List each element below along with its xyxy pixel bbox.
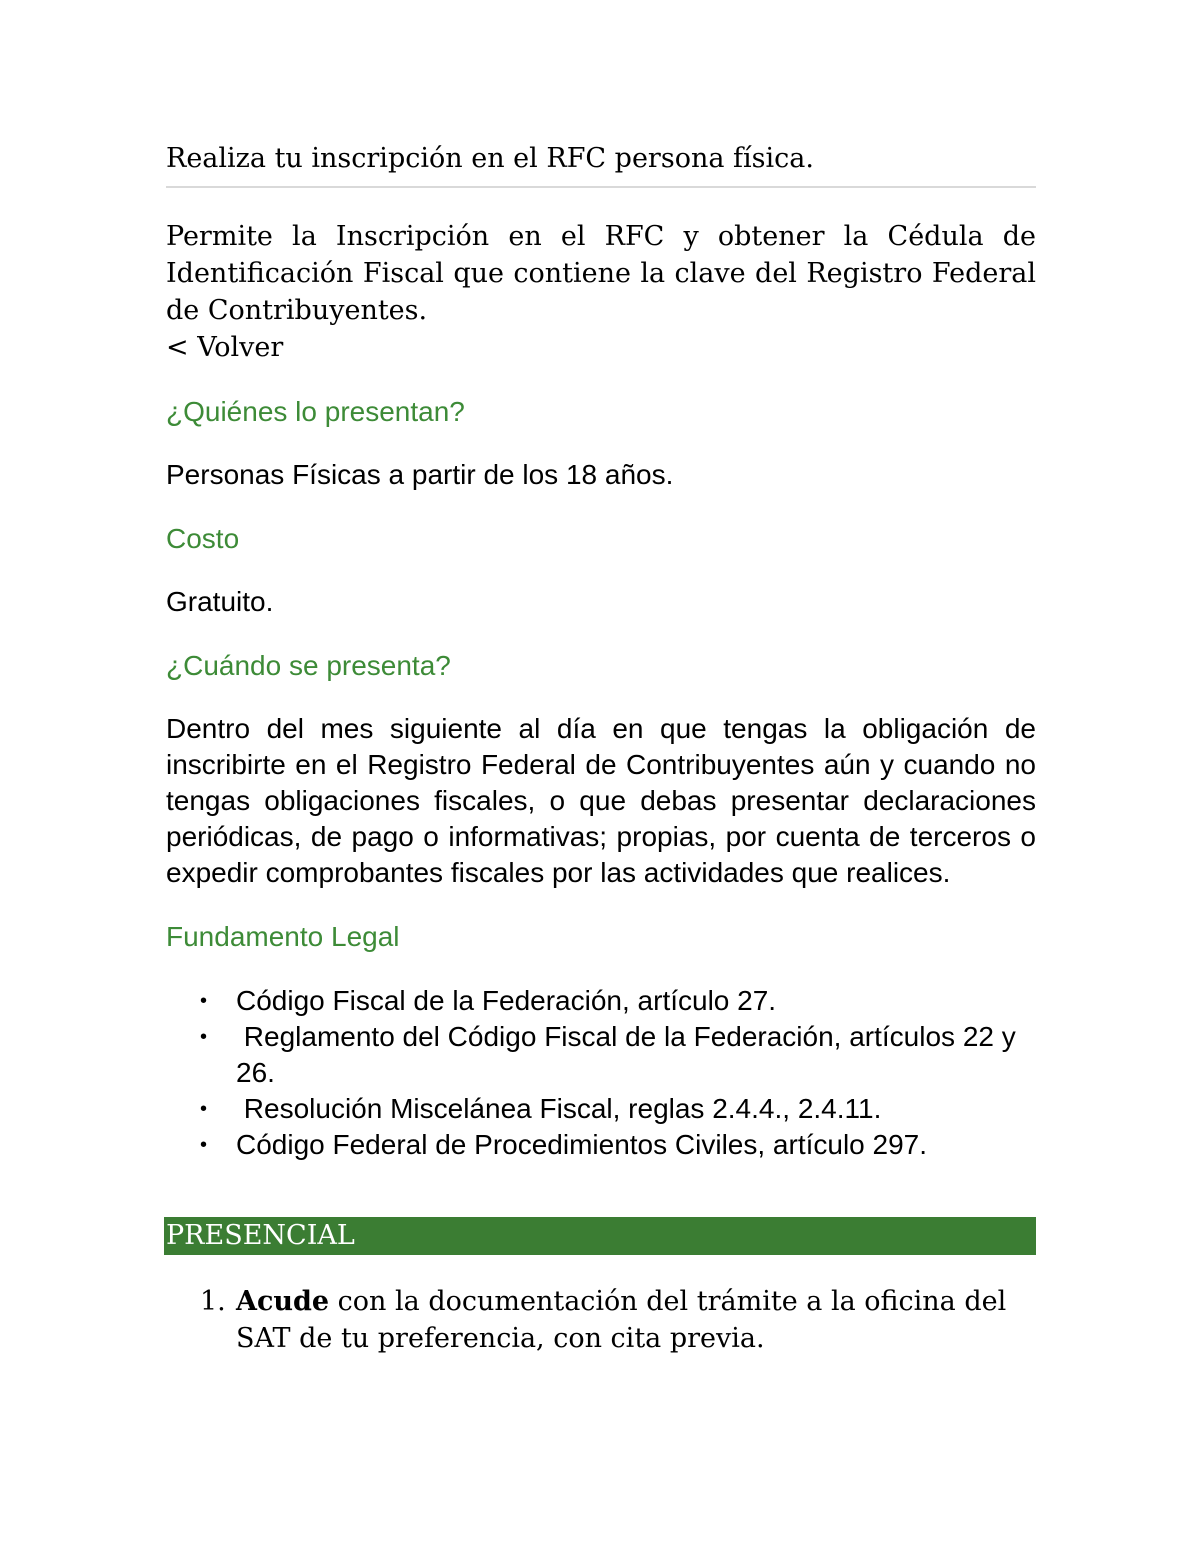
- presencial-band: PRESENCIAL: [164, 1217, 1036, 1255]
- bullet-icon: •: [200, 1098, 208, 1120]
- document-page: [166, 140, 1036, 1357]
- step-text: con la documentación del trámite a la oficina del SAT de tu preferencia, con cita previa.: [236, 1286, 1015, 1354]
- heading-quienes: ¿Quiénes lo presentan?: [166, 396, 465, 427]
- list-item-text: Resolución Miscelánea Fiscal, reglas 2.4.4., 2.4.11.: [236, 1093, 882, 1124]
- bullet-icon: •: [200, 1026, 208, 1048]
- intro-paragraph: Permite la Inscripción en el RFC y obtener la Cédula de Identificación Fiscal que contiene la clave del Registro Federal de Contribuyentes.: [166, 221, 1036, 326]
- steps-list: [166, 1283, 1036, 1357]
- bullet-icon: •: [200, 1134, 208, 1156]
- step-item: [166, 1283, 1036, 1357]
- heading-cuando: ¿Cuándo se presenta?: [166, 650, 451, 681]
- list-item-text: Código Fiscal de la Federación, artículo 27.: [236, 985, 777, 1016]
- list-item-text: Reglamento del Código Fiscal de la Federación, artículos 22 y 26.: [236, 1021, 1024, 1088]
- list-item: [166, 1019, 1036, 1091]
- list-item: [166, 1127, 1036, 1163]
- body-cuando: Dentro del mes siguiente al día en que tengas la obligación de inscribirte en el Registro Federal de Contribuyentes aún y cuando no tengas obligaciones fiscales, o que debas presentar declaraciones periódicas, de pago o informativas; propias, por cuenta de terceros o expedir comprobantes fiscales por las actividades que realices.: [166, 713, 1036, 888]
- body-costo: Gratuito.: [166, 586, 274, 617]
- list-item-text: Código Federal de Procedimientos Civiles, artículo 297.: [236, 1129, 928, 1160]
- bullet-icon: •: [200, 990, 208, 1012]
- back-link[interactable]: < Volver: [166, 332, 284, 363]
- heading-costo: Costo: [166, 523, 240, 554]
- step-number: 1.: [200, 1286, 226, 1317]
- list-item: [166, 1091, 1036, 1127]
- body-quienes: Personas Físicas a partir de los 18 años.: [166, 459, 674, 490]
- list-item: [166, 983, 1036, 1019]
- heading-fundamento: Fundamento Legal: [166, 921, 400, 952]
- legal-list: [166, 983, 1036, 1163]
- step-bold-verb: Acude: [236, 1286, 330, 1317]
- page-title: Realiza tu inscripción en el RFC persona física.: [166, 140, 1036, 188]
